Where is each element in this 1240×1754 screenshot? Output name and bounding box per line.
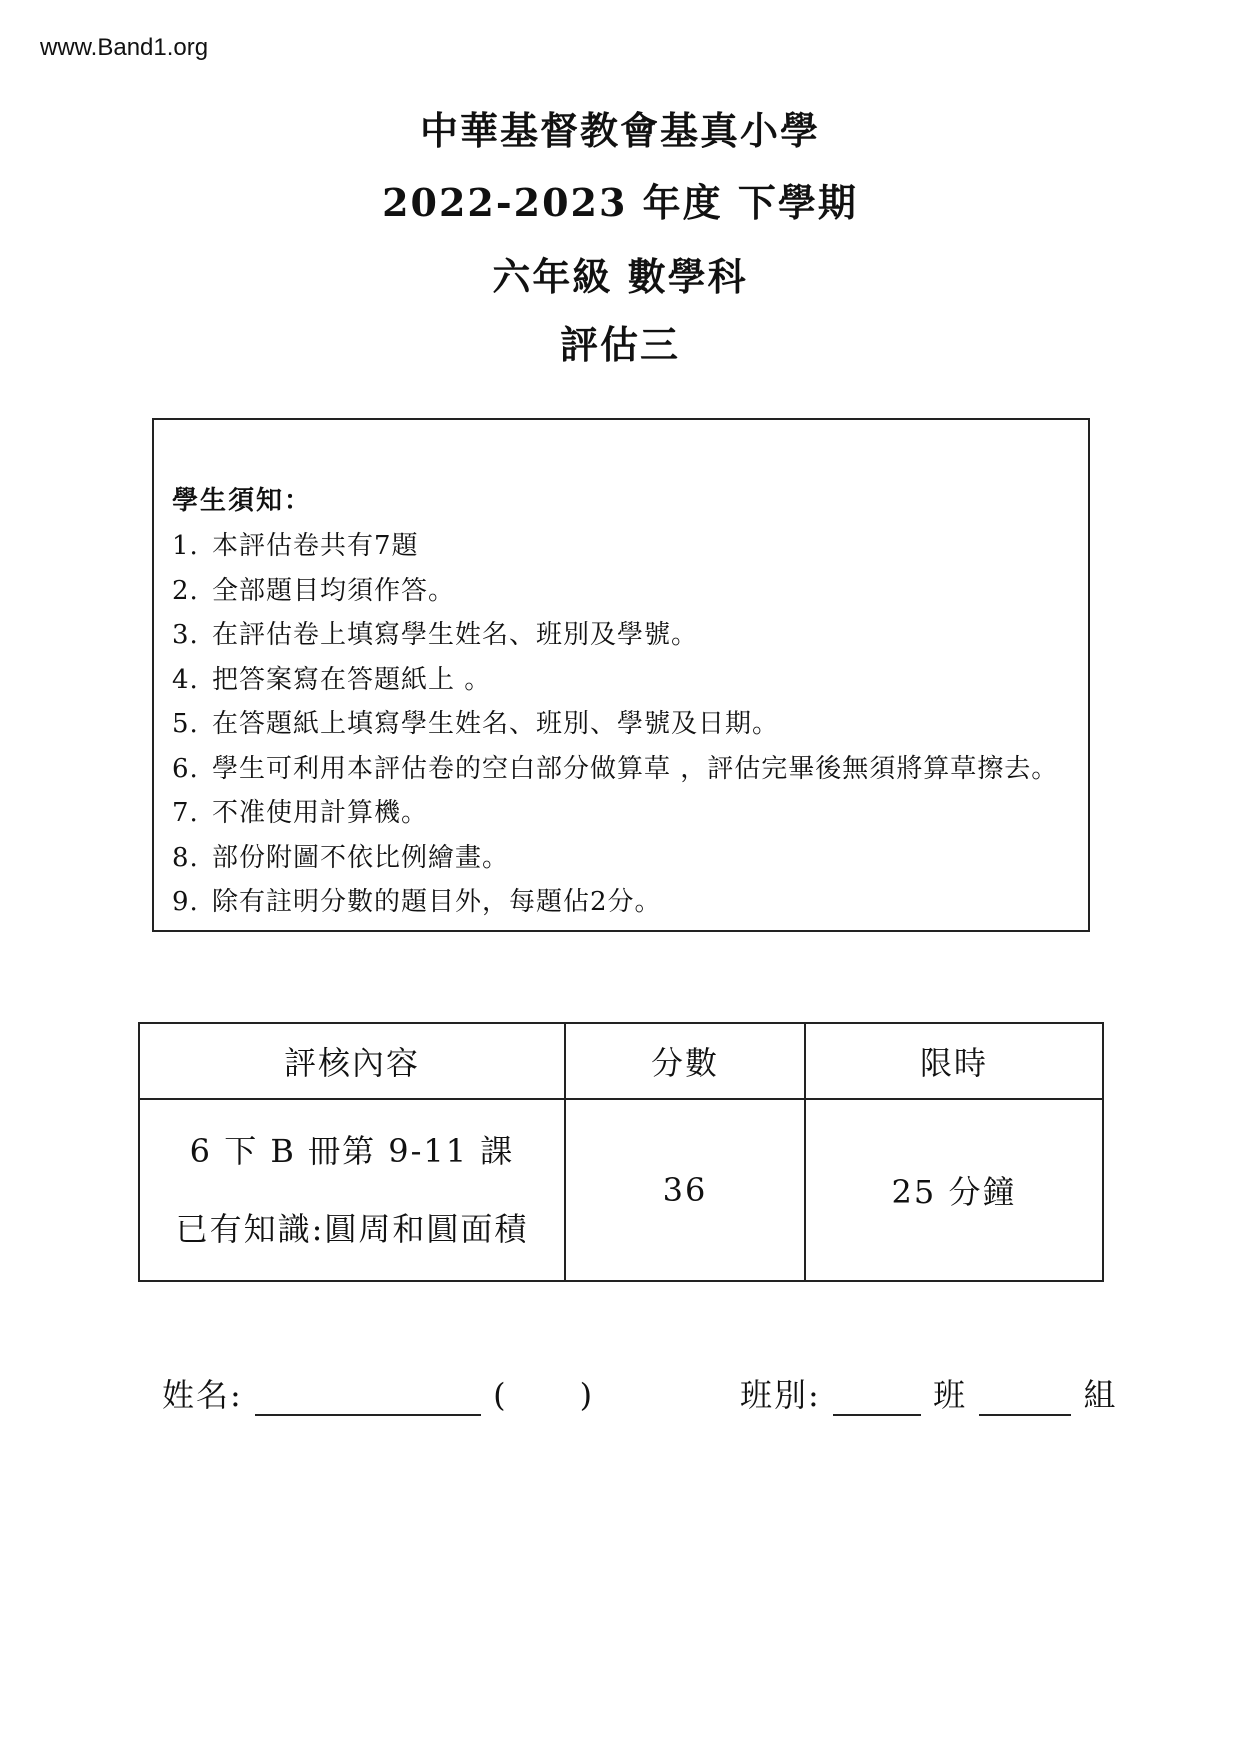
notice-item: 5. 在答題紙上填寫學生姓名、班別、學號及日期。 [172,709,780,739]
notice-item: 3. 在評估卷上填寫學生姓名、班別及學號。 [172,620,699,650]
school-year-term: 2022-2023 年度 下學期 [382,180,858,225]
table-row [139,1099,1103,1281]
name-label: 姓名: [162,1376,243,1414]
notice-item: 8. 部份附圖不依比例繪畫。 [172,842,510,873]
name-blank[interactable] [255,1384,481,1416]
header-time-limit: 限時 [805,1023,1103,1099]
table-header-row [139,1023,1103,1099]
score-cell: 36 [565,1099,805,1281]
content-line-2: 已有知識:圓周和圓面積 [175,1210,529,1248]
time-limit-cell: 25 分鐘 [805,1099,1103,1281]
notice-list [172,524,1058,925]
student-notice-box [152,418,1090,932]
watermark-url: www.Band1.org [40,34,209,61]
notice-item: 1. 本評估卷共有7題 [172,531,419,561]
notice-item: 9. 除有註明分數的題目外，每題佔2分。 [172,887,662,917]
header-score: 分數 [565,1023,805,1099]
class-label: 班別: [740,1376,821,1414]
class-field [740,1370,1118,1416]
grade-subject: 六年級 數學科 [492,254,748,299]
notice-item: 7. 不准使用計算機。 [172,798,429,828]
assessment-info-table [138,1022,1104,1282]
school-name: 中華基督教會基真小學 [419,108,820,153]
name-field [162,1370,594,1416]
content-line-1: 6 下 B 冊第 9-11 課 [189,1132,515,1170]
class-blank[interactable] [833,1384,921,1416]
class-suffix: 班 [933,1376,968,1414]
notice-item: 4. 把答案寫在答題紙上 。 [172,664,492,695]
notice-item: 2. 全部題目均須作答。 [172,575,456,606]
open-paren: ( [493,1376,508,1414]
close-paren: ) [579,1376,595,1414]
notice-item: 6. 學生可利用本評估卷的空白部分做算草 ，評估完畢後無須將算草擦去。 [172,753,1059,784]
header-content: 評核內容 [139,1023,565,1099]
group-suffix: 組 [1083,1376,1118,1414]
assessment-title: 評估三 [559,322,680,367]
notice-title: 學生須知： [172,486,313,516]
group-blank[interactable] [979,1384,1071,1416]
content-cell [139,1099,565,1281]
